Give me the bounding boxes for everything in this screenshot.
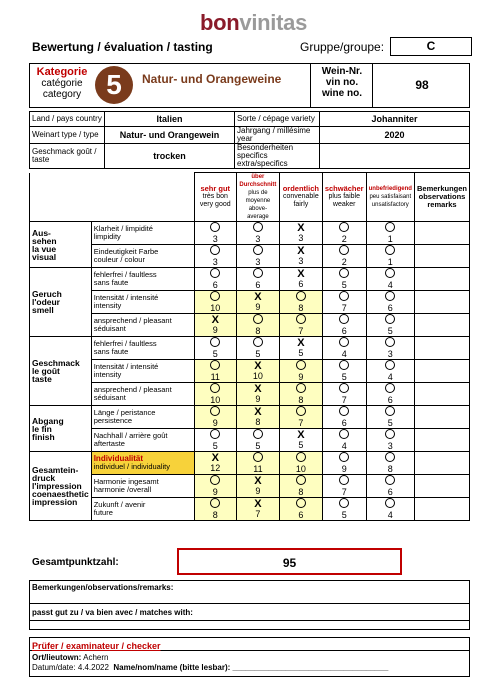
divider [310,63,311,108]
selected-mark-icon: X [297,429,305,441]
remarks-cell[interactable] [414,383,469,406]
score-option[interactable]: 6 [236,268,279,291]
score-option[interactable]: X 3 [279,245,322,268]
criteria-group-label: Geruch l'odeur smell [30,268,92,337]
criteria-group-label: Gesamtein- druck l'impression coenaesthetic impression [30,452,92,521]
selected-mark-icon: X [254,406,262,418]
criterion-label: Individualität individuel / individuality [91,452,194,475]
score-option[interactable]: 3 [366,429,414,452]
col-header-0: sehr gut très bon very good [194,173,236,222]
selected-mark-icon: X [254,498,262,510]
table-row [30,268,470,291]
radio-circle-icon [210,222,220,232]
radio-circle-icon [210,383,220,393]
remarks-label: Bemerkungen/observations/remarks: [32,583,174,592]
remarks-cell[interactable] [414,222,469,245]
score-option[interactable]: 9 [279,360,322,383]
score-option[interactable]: X 7 [236,498,279,521]
radio-circle-icon [385,475,395,485]
remarks-cell[interactable] [414,475,469,498]
radio-circle-icon [339,314,349,324]
score-option[interactable]: 6 [322,314,366,337]
radio-circle-icon [339,406,349,416]
remarks-header: Bemerkungen observations remarks [414,173,469,222]
checker-label: Prüfer / examinateur / checker [32,641,161,651]
radio-circle-icon [253,337,263,347]
score-option[interactable]: 10 [194,291,236,314]
col-header-1: über Durchschnitt plus de moyenne above-average [236,173,279,222]
criterion-label: Nachhall / arrière goût aftertaste [91,429,194,452]
total-label: Gesamtpunktzahl: [32,557,119,568]
criterion-label: Länge / peristance persistence [91,406,194,429]
radio-circle-icon [210,268,220,278]
radio-circle-icon [385,360,395,370]
radio-circle-icon [210,475,220,485]
score-option[interactable]: 4 [322,337,366,360]
table-row [30,314,470,337]
score-option[interactable]: 6 [366,475,414,498]
table-row [30,222,470,245]
score-option[interactable]: 5 [322,498,366,521]
year-value: 2020 [320,127,470,144]
radio-circle-icon [210,337,220,347]
score-option[interactable]: 2 [322,222,366,245]
remarks-cell[interactable] [414,268,469,291]
radio-circle-icon [296,383,306,393]
scoring-grid [29,172,470,521]
score-option[interactable]: 3 [194,222,236,245]
score-option[interactable]: 7 [279,406,322,429]
score-option[interactable]: 6 [366,383,414,406]
radio-circle-icon [339,268,349,278]
radio-circle-icon [385,406,395,416]
matches-label: passt gut zu / va bien avec / matches with: [32,608,193,617]
score-option[interactable]: X 5 [279,337,322,360]
remarks-cell[interactable] [414,452,469,475]
score-option[interactable]: 3 [194,245,236,268]
radio-circle-icon [296,475,306,485]
radio-circle-icon [339,383,349,393]
criteria-group-label: Aus- sehen la vue visual [30,222,92,268]
score-option[interactable]: X 12 [194,452,236,475]
score-option[interactable]: 8 [279,383,322,406]
group-value: C [390,37,472,56]
score-option[interactable]: 6 [322,406,366,429]
criterion-label: fehlerfrei / faultless sans faute [91,268,194,291]
grid-corner-2 [91,173,194,222]
table-row [30,383,470,406]
radio-circle-icon [210,245,220,255]
score-option[interactable]: 3 [236,245,279,268]
score-option[interactable]: 4 [322,429,366,452]
criteria-group-label: Geschmack le goût taste [30,337,92,406]
score-option[interactable]: 6 [194,268,236,291]
score-option[interactable]: 1 [366,222,414,245]
selected-mark-icon: X [254,475,262,487]
radio-circle-icon [339,245,349,255]
radio-circle-icon [339,498,349,508]
radio-circle-icon [253,245,263,255]
score-option[interactable]: X 8 [236,406,279,429]
radio-circle-icon [385,452,395,462]
radio-circle-icon [296,452,306,462]
remarks-cell[interactable] [414,245,469,268]
score-option[interactable]: X 6 [279,268,322,291]
selected-mark-icon: X [254,360,262,372]
score-option[interactable]: 5 [194,429,236,452]
score-option[interactable]: 6 [279,498,322,521]
criterion-label: ansprechend / pleasant séduisant [91,383,194,406]
score-option[interactable]: X 5 [279,429,322,452]
radio-circle-icon [385,245,395,255]
type-value: Natur- und Orangewein [105,127,235,144]
selected-mark-icon: X [297,268,305,280]
variety-label: Sorte / cépage variety [235,112,320,127]
score-option[interactable]: X 9 [194,314,236,337]
selected-mark-icon: X [254,383,262,395]
radio-circle-icon [385,383,395,393]
score-option[interactable]: 8 [236,314,279,337]
selected-mark-icon: X [211,314,219,326]
radio-circle-icon [210,360,220,370]
category-name: Natur- und Orangeweine [142,72,282,86]
criterion-label: Intensität / intensité intensity [91,360,194,383]
col-header-4: unbefriedigend peu satisfaisant unsatisfactory [366,173,414,222]
remarks-cell[interactable] [414,406,469,429]
score-option[interactable]: 7 [279,314,322,337]
criterion-label: Intensität / intensité intensity [91,291,194,314]
table-row [30,452,470,475]
radio-circle-icon [210,406,220,416]
selected-mark-icon: X [297,222,305,234]
score-option[interactable]: 7 [322,291,366,314]
criterion-label: Harmonie ingesamt harmonie /overall [91,475,194,498]
table-row [30,245,470,268]
criteria-group-label: Abgang le fin finish [30,406,92,452]
score-option[interactable]: 5 [194,337,236,360]
score-option[interactable]: 6 [366,291,414,314]
type-label: Weinart type / type [30,127,105,144]
score-option[interactable]: 4 [366,498,414,521]
wine-info-table [29,111,470,169]
score-option[interactable]: 8 [194,498,236,521]
radio-circle-icon [253,268,263,278]
remarks-cell[interactable] [414,498,469,521]
year-label: Jahrgang / millésime year [235,127,320,144]
score-option[interactable]: 2 [322,245,366,268]
score-option[interactable]: 7 [322,475,366,498]
radio-circle-icon [339,291,349,301]
score-option[interactable]: 5 [236,337,279,360]
remarks-cell[interactable] [414,429,469,452]
score-option[interactable]: X 3 [279,222,322,245]
variety-value: Johanniter [320,112,470,127]
radio-circle-icon [339,222,349,232]
selected-mark-icon: X [297,245,305,257]
score-option[interactable]: 4 [366,360,414,383]
country-label: Land / pays country [30,112,105,127]
criterion-label: ansprechend / pleasant séduisant [91,314,194,337]
selected-mark-icon: X [254,291,262,303]
grid-corner [30,173,92,222]
radio-circle-icon [385,498,395,508]
score-option[interactable]: X 9 [236,475,279,498]
score-option[interactable]: 3 [236,222,279,245]
remarks-cell[interactable] [414,314,469,337]
score-option[interactable]: 5 [322,268,366,291]
date-name-line: Datum/date: 4.4.2022 Name/nom/name (bitte lesbar): ___________________________________ [32,663,389,672]
table-row [30,360,470,383]
score-option[interactable]: 11 [236,452,279,475]
table-row [30,498,470,521]
wine-number-value: 98 [372,63,471,108]
radio-circle-icon [385,222,395,232]
radio-circle-icon [296,498,306,508]
total-score: 95 [177,548,402,575]
logo: bonvinitas [200,10,308,35]
taste-label: Geschmack goût / taste [30,144,105,169]
score-option[interactable]: X 9 [236,383,279,406]
remarks-cell[interactable] [414,360,469,383]
table-row [30,475,470,498]
specifics-value [320,144,470,169]
group-label: Gruppe/groupe: [300,40,385,54]
radio-circle-icon [296,291,306,301]
score-option[interactable]: 8 [279,475,322,498]
divider [29,603,470,604]
criterion-label: Klarheit / limpidité limpidity [91,222,194,245]
score-option[interactable]: 5 [366,314,414,337]
score-option[interactable]: X 10 [236,360,279,383]
radio-circle-icon [385,268,395,278]
score-option[interactable]: 4 [366,268,414,291]
radio-circle-icon [339,337,349,347]
score-option[interactable]: 10 [194,383,236,406]
radio-circle-icon [385,314,395,324]
score-option[interactable]: 9 [194,406,236,429]
score-option[interactable]: 11 [194,360,236,383]
radio-circle-icon [339,452,349,462]
score-option[interactable]: 9 [194,475,236,498]
score-option[interactable]: 8 [279,291,322,314]
page-title: Bewertung / évaluation / tasting [32,40,213,54]
selected-mark-icon: X [211,452,219,464]
radio-circle-icon [339,429,349,439]
radio-circle-icon [210,429,220,439]
table-row [30,429,470,452]
radio-circle-icon [339,475,349,485]
table-row [30,406,470,429]
country-value: Italien [105,112,235,127]
radio-circle-icon [253,429,263,439]
divider [29,620,470,621]
score-option[interactable]: 5 [322,360,366,383]
criterion-label: Eindeutigkeit Farbe couleur / colour [91,245,194,268]
category-number-badge: 5 [95,66,133,104]
radio-circle-icon [296,406,306,416]
radio-circle-icon [210,291,220,301]
radio-circle-icon [296,360,306,370]
radio-circle-icon [253,222,263,232]
remarks-cell[interactable] [414,337,469,360]
score-option[interactable]: 3 [366,337,414,360]
radio-circle-icon [385,291,395,301]
selected-mark-icon: X [297,337,305,349]
category-label: Kategorie catégorie category [36,66,88,100]
radio-circle-icon [385,337,395,347]
specifics-label: Besonderheiten specifics extra/specifics [235,144,320,169]
score-option[interactable]: 9 [322,452,366,475]
radio-circle-icon [385,429,395,439]
radio-circle-icon [296,314,306,324]
taste-value: trocken [105,144,235,169]
radio-circle-icon [210,498,220,508]
radio-circle-icon [339,360,349,370]
criterion-label: fehlerfrei / faultless sans faute [91,337,194,360]
radio-circle-icon [253,452,263,462]
score-option[interactable]: 5 [366,406,414,429]
radio-circle-icon [253,314,263,324]
col-header-3: schwächer plus faible weaker [322,173,366,222]
score-option[interactable]: 10 [279,452,322,475]
criterion-label: Zukunft / avenir future [91,498,194,521]
location: Ort/lieutown: Achern [32,653,109,662]
score-option[interactable]: 7 [322,383,366,406]
table-row [30,337,470,360]
remarks-cell[interactable] [414,291,469,314]
table-row [30,291,470,314]
score-option[interactable]: X 9 [236,291,279,314]
wine-number-label: Wein-Nr. vin no. wine no. [321,66,363,99]
score-option[interactable]: 8 [366,452,414,475]
score-option[interactable]: 5 [236,429,279,452]
col-header-2: ordentlich convenable fairly [279,173,322,222]
score-option[interactable]: 1 [366,245,414,268]
